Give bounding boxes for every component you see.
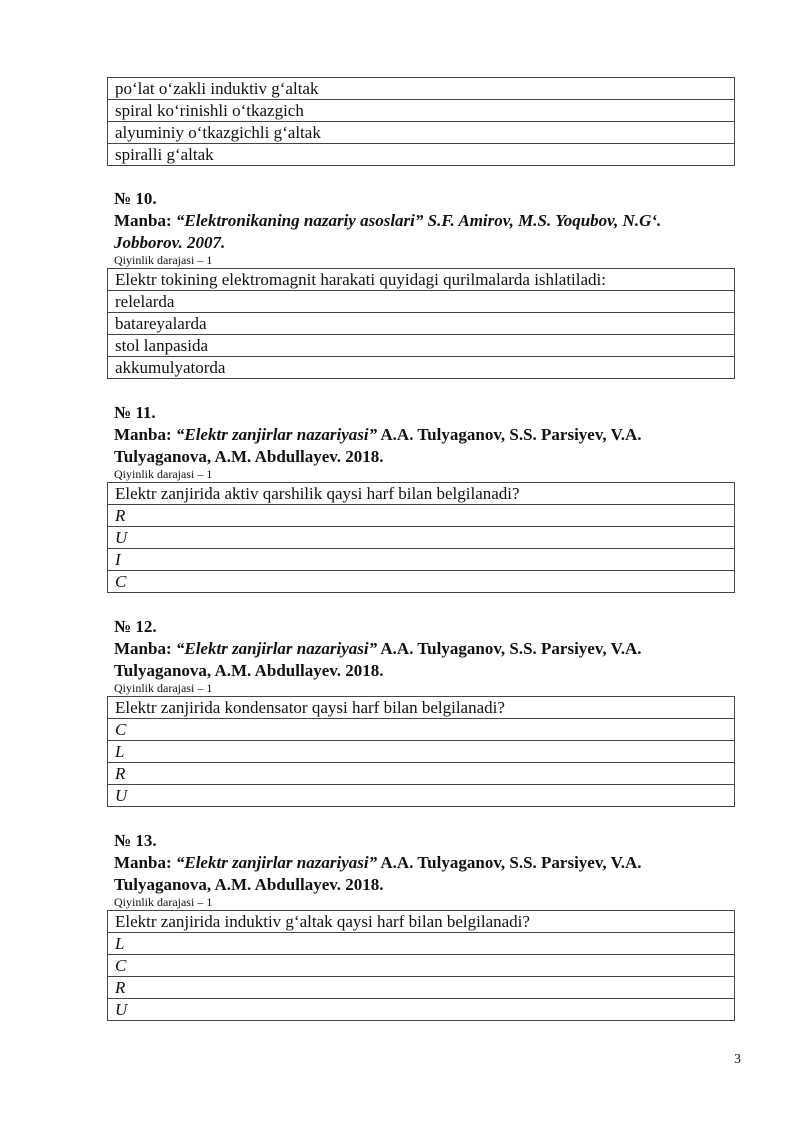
table-row <box>108 955 735 977</box>
question-text: Elektr zanjirida aktiv qarshilik qaysi harf bilan belgilanadi? <box>108 483 735 505</box>
question-number: № 13. <box>114 831 157 850</box>
table-row <box>108 357 735 379</box>
source-authors-cont: Jobborov. 2007. <box>114 233 226 252</box>
difficulty-level: Qiyinlik darajasi – 1 <box>114 467 213 481</box>
answer-option: L <box>108 933 735 955</box>
source-label: Manba: <box>114 853 172 872</box>
question-source <box>114 210 754 254</box>
answer-option: R <box>108 763 735 785</box>
source-authors: A.A. Tulyaganov, S.S. Parsiyev, V.A. <box>380 425 642 444</box>
answer-option: relelarda <box>108 291 735 313</box>
source-authors-cont: Tulyaganova, A.M. Abdullayev. 2018. <box>114 661 384 680</box>
source-authors: A.A. Tulyaganov, S.S. Parsiyev, V.A. <box>380 853 642 872</box>
question-number: № 10. <box>114 189 157 208</box>
question-table-10 <box>107 268 735 379</box>
question-text: Elektr zanjirida induktiv g‘altak qaysi harf bilan belgilanadi? <box>108 911 735 933</box>
table-row <box>108 763 735 785</box>
page-number: 3 <box>734 1052 741 1067</box>
table-row <box>108 719 735 741</box>
table-cell: spiralli g‘altak <box>108 144 735 166</box>
table-row <box>108 785 735 807</box>
table-cell: spiral ko‘rinishli o‘tkazgich <box>108 100 735 122</box>
answer-option: U <box>108 999 735 1021</box>
table-row <box>108 483 735 505</box>
question-number: № 11. <box>114 403 156 422</box>
table-row <box>108 549 735 571</box>
question-text: Elektr zanjirida kondensator qaysi harf bilan belgilanadi? <box>108 697 735 719</box>
source-label: Manba: <box>114 425 172 444</box>
difficulty-level: Qiyinlik darajasi – 1 <box>114 895 213 909</box>
source-title: “Elektr zanjirlar nazariyasi” <box>175 425 378 444</box>
source-title: “Elektr zanjirlar nazariyasi” <box>175 853 378 872</box>
difficulty-level: Qiyinlik darajasi – 1 <box>114 253 213 267</box>
question-table-13 <box>107 910 735 1021</box>
table-cell: alyuminiy o‘tkazgichli g‘altak <box>108 122 735 144</box>
table-row <box>108 313 735 335</box>
question-header-11 <box>114 402 754 481</box>
table-row <box>108 335 735 357</box>
table-row <box>108 122 735 144</box>
table-row <box>108 527 735 549</box>
question-source <box>114 638 754 682</box>
question-source <box>114 424 754 468</box>
table-row <box>108 78 735 100</box>
table-row <box>108 571 735 593</box>
question-header-13 <box>114 830 754 909</box>
table-row <box>108 291 735 313</box>
difficulty-level: Qiyinlik darajasi – 1 <box>114 681 213 695</box>
table-row <box>108 505 735 527</box>
table-cell: po‘lat o‘zakli induktiv g‘altak <box>108 78 735 100</box>
question-table-12 <box>107 696 735 807</box>
answer-option: C <box>108 719 735 741</box>
answer-table-continued <box>107 77 735 166</box>
table-row <box>108 741 735 763</box>
answer-option: stol lanpasida <box>108 335 735 357</box>
answer-option: C <box>108 955 735 977</box>
question-number: № 12. <box>114 617 157 636</box>
answer-option: I <box>108 549 735 571</box>
answer-option: akkumulyatorda <box>108 357 735 379</box>
question-header-12 <box>114 616 754 695</box>
question-header-10 <box>114 188 754 267</box>
source-title: “Elektr zanjirlar nazariyasi” <box>175 639 378 658</box>
question-source <box>114 852 754 896</box>
table-row <box>108 100 735 122</box>
table-row <box>108 269 735 291</box>
table-row <box>108 999 735 1021</box>
source-authors-cont: Tulyaganova, A.M. Abdullayev. 2018. <box>114 875 384 894</box>
table-row <box>108 144 735 166</box>
question-table-11 <box>107 482 735 593</box>
answer-option: batareyalarda <box>108 313 735 335</box>
source-label: Manba: <box>114 639 172 658</box>
answer-option: L <box>108 741 735 763</box>
source-authors: S.F. Amirov, M.S. Yoqubov, N.G‘. <box>427 211 662 230</box>
table-row <box>108 697 735 719</box>
answer-option: R <box>108 977 735 999</box>
answer-option: R <box>108 505 735 527</box>
source-title: “Elektronikaning nazariy asoslari” <box>175 211 424 230</box>
answer-option: C <box>108 571 735 593</box>
question-text: Elektr tokining elektromagnit harakati quyidagi qurilmalarda ishlatiladi: <box>108 269 735 291</box>
source-authors: A.A. Tulyaganov, S.S. Parsiyev, V.A. <box>380 639 642 658</box>
source-authors-cont: Tulyaganova, A.M. Abdullayev. 2018. <box>114 447 384 466</box>
answer-option: U <box>108 785 735 807</box>
table-row <box>108 911 735 933</box>
answer-option: U <box>108 527 735 549</box>
table-row <box>108 933 735 955</box>
source-label: Manba: <box>114 211 172 230</box>
table-row <box>108 977 735 999</box>
